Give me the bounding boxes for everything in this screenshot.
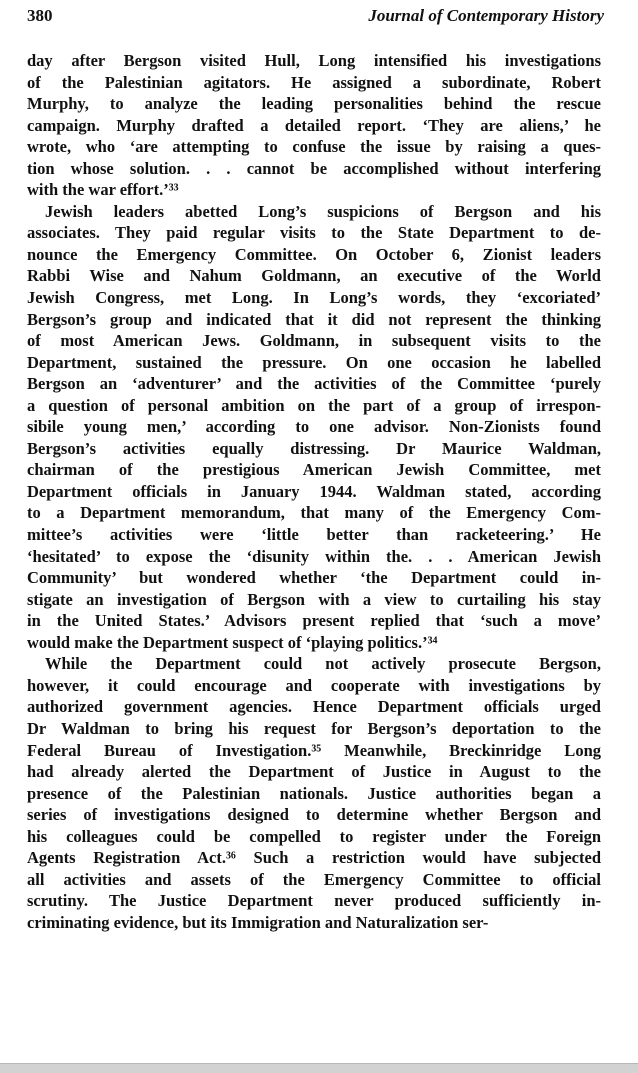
- page-number: 380: [27, 6, 53, 25]
- text-line: Bergson’s group and indicated that it did not represent the thinking: [27, 309, 601, 329]
- text-line: presence of the Palestinian nationals. Justice authorities began a: [27, 783, 601, 803]
- text-line: ‘hesitated’ to expose the ‘disunity within the. . . American Jewish: [27, 546, 601, 566]
- text-line: Department officials in January 1944. Waldman stated, according: [27, 481, 601, 501]
- text-line: nounce the Emergency Committee. On October 6, Zionist leaders: [27, 244, 601, 264]
- text-line: authorized government agencies. Hence Department officials urged: [27, 697, 601, 717]
- text-line: chairman of the prestigious American Jewish Committee, met: [27, 460, 601, 480]
- paragraph: [27, 653, 601, 933]
- text-line: Bergson an ‘adventurer’ and the activities of the Committee ‘purely: [27, 374, 601, 394]
- text-line: campaign. Murphy drafted a detailed report. ‘They are aliens,’ he: [27, 115, 601, 135]
- body-text: [27, 50, 601, 933]
- text-line: had already alerted the Department of Justice in August to the: [27, 762, 601, 782]
- text-line: wrote, who ‘are attempting to confuse the issue by raising a ques-: [27, 137, 601, 157]
- paragraph: [27, 50, 601, 201]
- text-line: Murphy, to analyze the leading personalities behind the rescue: [27, 94, 601, 114]
- page-header: [27, 6, 604, 30]
- text-line: however, it could encourage and cooperate with investigations by: [27, 675, 601, 695]
- text-line: to a Department memorandum, that many of the Emergency Com-: [27, 503, 601, 523]
- text-line: Federal Bureau of Investigation.³⁵ Meanwhile, Breckinridge Long: [27, 740, 601, 760]
- text-line: with the war effort.’³³: [27, 180, 179, 200]
- text-line: his colleagues could be compelled to register under the Foreign: [27, 826, 601, 846]
- text-line: mittee’s activities were ‘little better than racketeering.’ He: [27, 525, 601, 545]
- text-line: would make the Department suspect of ‘playing politics.’³⁴: [27, 632, 438, 652]
- page-bottom-edge: [0, 1063, 638, 1073]
- text-line: Dr Waldman to bring his request for Bergson’s deportation to the: [27, 718, 601, 738]
- text-line: of the Palestinian agitators. He assigned a subordinate, Robert: [27, 72, 601, 92]
- text-line: Jewish leaders abetted Long’s suspicions of Bergson and his: [45, 201, 601, 221]
- text-line: associates. They paid regular visits to the State Department to de-: [27, 223, 601, 243]
- text-line: of most American Jews. Goldmann, in subsequent visits to the: [27, 331, 601, 351]
- running-title: Journal of Contemporary History: [368, 6, 604, 25]
- text-line: sibile young men,’ according to one advisor. Non-Zionists found: [27, 417, 601, 437]
- paragraph: [27, 201, 601, 653]
- text-line: day after Bergson visited Hull, Long intensified his investigations: [27, 51, 601, 70]
- text-line: Rabbi Wise and Nahum Goldmann, an executive of the World: [27, 266, 601, 286]
- text-line: criminating evidence, but its Immigration and Naturalization ser-: [27, 912, 489, 932]
- text-line: Department, sustained the pressure. On one occasion he labelled: [27, 352, 601, 372]
- text-line: scrutiny. The Justice Department never produced sufficiently in-: [27, 891, 601, 911]
- text-line: stigate an investigation of Bergson with a view to curtailing his stay: [27, 589, 601, 609]
- text-line: series of investigations designed to determine whether Bergson and: [27, 805, 601, 825]
- text-line: Community’ but wondered whether ‘the Department could in-: [27, 568, 601, 588]
- text-line: While the Department could not actively prosecute Bergson,: [45, 654, 601, 674]
- text-line: Agents Registration Act.³⁶ Such a restriction would have subjected: [27, 848, 601, 868]
- text-line: in the United States.’ Advisors present replied that ‘such a move’: [27, 611, 601, 631]
- text-line: Bergson’s activities equally distressing. Dr Maurice Waldman,: [27, 438, 601, 458]
- text-line: tion whose solution. . . cannot be accomplished without interfering: [27, 158, 601, 178]
- text-line: all activities and assets of the Emergency Committee to official: [27, 869, 601, 889]
- text-line: a question of personal ambition on the part of a group of irrespon-: [27, 395, 601, 415]
- text-line: Jewish Congress, met Long. In Long’s words, they ‘excoriated’: [27, 288, 601, 308]
